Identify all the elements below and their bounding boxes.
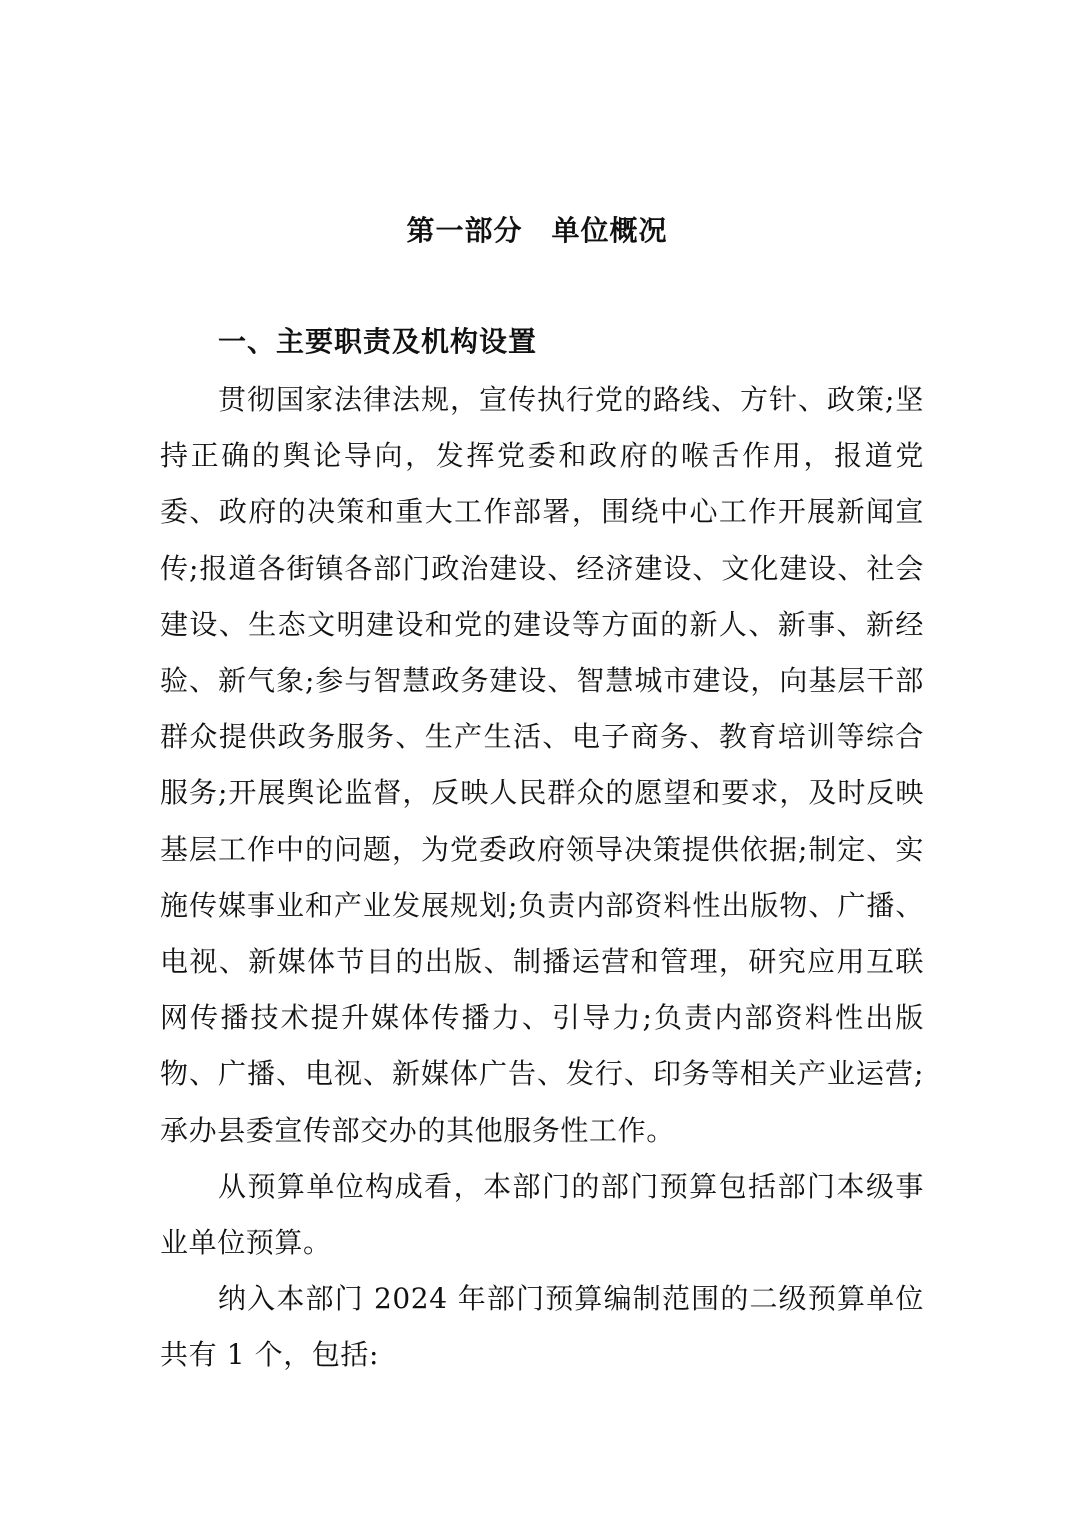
paragraph-budget-composition: 从预算单位构成看，本部门的部门预算包括部门本级事业单位预算。 xyxy=(160,1170,924,1260)
page-title: 第一部分 单位概况 xyxy=(406,214,668,247)
section-heading: 一、主要职责及机构设置 xyxy=(218,325,538,358)
paragraph-duties: 贯彻国家法律法规，宣传执行党的路线、方针、政策;坚持正确的舆论导向，发挥党委和政府的喉舌作用，报道党委、政府的决策和重大工作部署，围绕中心工作开展新闻宣传;报道各街镇各部门政治建设、经济建设、文化建设、社会建设、生态文明建设和党的建设等方面的新人、新事、新经验、新气象;参与智慧政务建设、智慧城市建设，向基层干部群众提供政务服务、生产生活、电子商务、教育培训等综合服务;开展舆论监督，反映人民群众的愿望和要求，及时反映基层工作中的问题，为党委政府领导决策提供依据;制定、实施传媒事业和产业发展规划;负责内部资料性出版物、广播、电视、新媒体节目的出版、制播运营和管理，研究应用互联网传播技术提升媒体传播力、引导力;负责内部资料性出版物、广播、电视、新媒体广告、发行、印务等相关产业运营;承办县委宣传部交办的其他服务性工作。 xyxy=(160,383,924,1147)
paragraph-secondary-units: 纳入本部门 2024 年部门预算编制范围的二级预算单位共有 1 个，包括: xyxy=(160,1282,924,1372)
